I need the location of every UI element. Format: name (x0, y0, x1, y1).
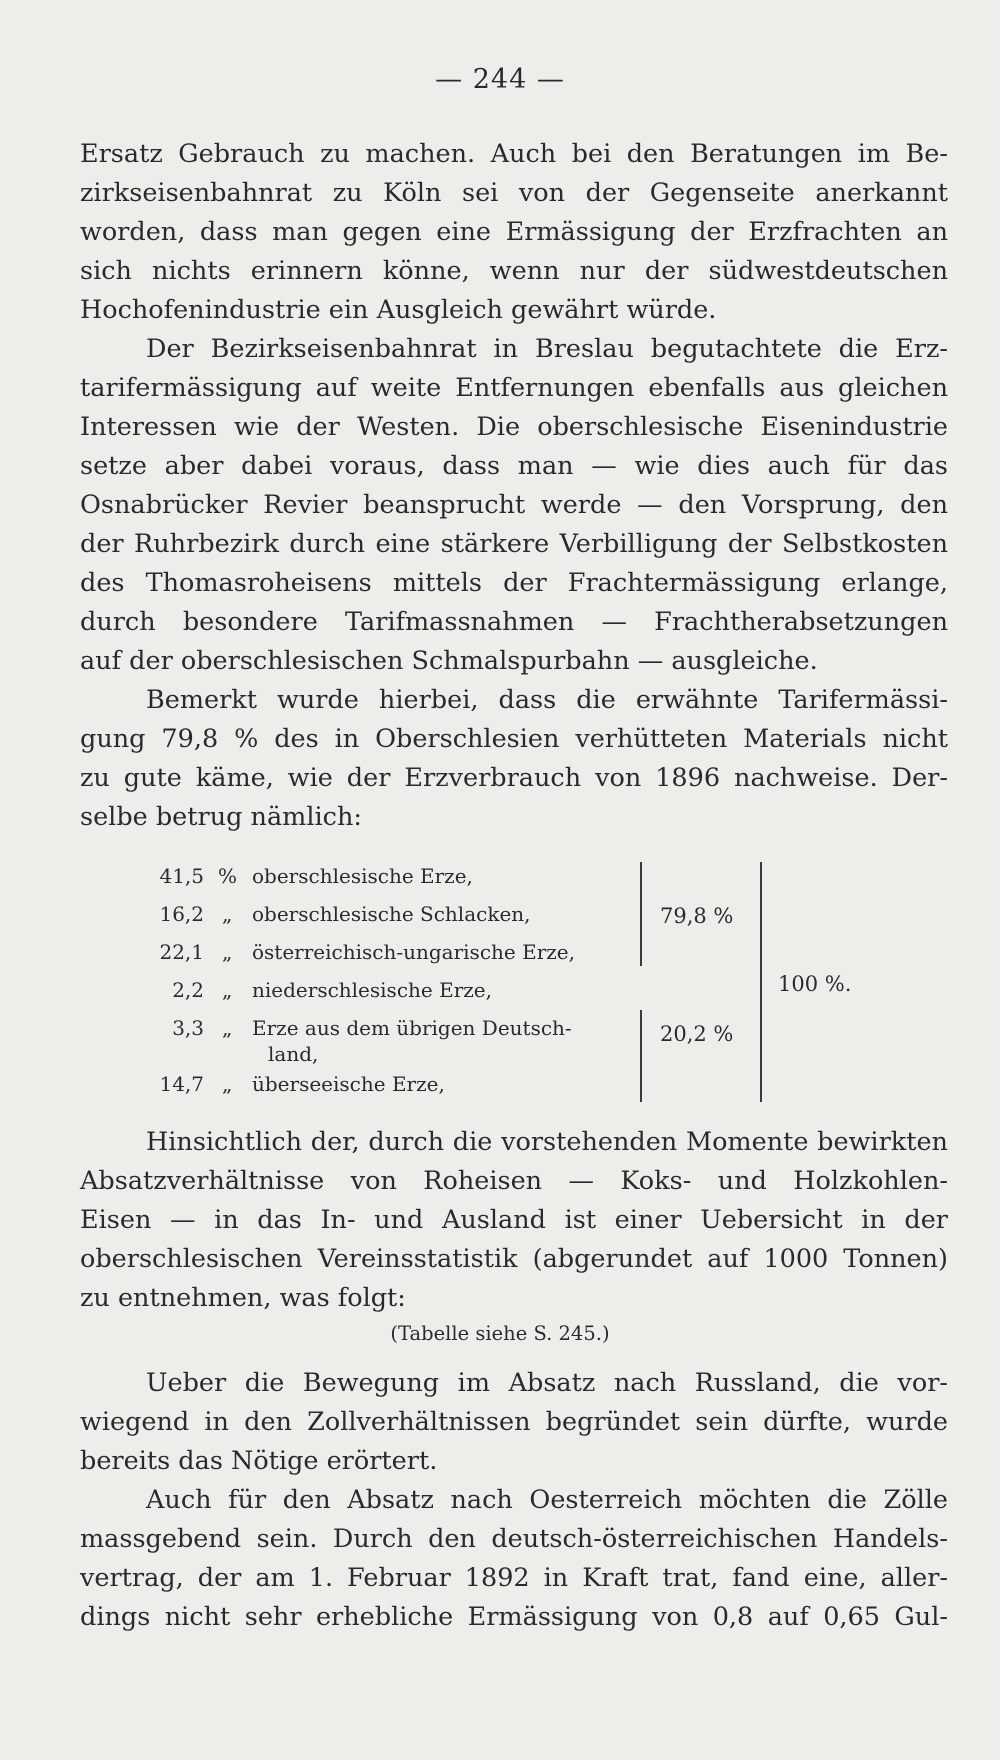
row-percent: 16,2 (159, 902, 204, 926)
text-line: tarifermässigung auf weite Entfernungen ebenfalls aus gleichen (80, 373, 948, 403)
text-line: Auch für den Absatz nach Oesterreich möchten die Zölle (146, 1485, 948, 1515)
row-unit: „ (222, 940, 233, 964)
row-label: niederschlesische Erze, (252, 978, 492, 1002)
text-line: Bemerkt wurde hierbei, dass die erwähnte Tarifermässi- (146, 685, 948, 715)
text-line: sich nichts erinnern könne, wenn nur der südwestdeutschen (80, 256, 948, 286)
row-unit: „ (222, 902, 233, 926)
brace-total (760, 862, 762, 1102)
row-label: österreichisch-ungarische Erze, (252, 940, 575, 964)
text-line: der Ruhrbezirk durch eine stärkere Verbilligung der Selbstkosten (80, 529, 948, 559)
text-line: gung 79,8 % des in Oberschlesien verhütteten Materials nicht (80, 724, 948, 754)
text-line: dings nicht sehr erhebliche Ermässigung von 0,8 auf 0,65 Gul- (80, 1602, 948, 1632)
row-percent: 14,7 (159, 1072, 204, 1096)
row-label: land, (268, 1042, 319, 1066)
row-unit: % (218, 864, 238, 888)
text-line: massgebend sein. Durch den deutsch-österreichischen Handels- (80, 1524, 948, 1554)
text-line: vertrag, der am 1. Februar 1892 in Kraft trat, fand eine, aller- (80, 1563, 948, 1593)
table-reference-caption: (Tabelle siehe S. 245.) (390, 1322, 610, 1345)
row-label: Erze aus dem übrigen Deutsch- (252, 1016, 572, 1040)
page-number: — 244 — (435, 64, 565, 95)
row-label: überseeische Erze, (252, 1072, 445, 1096)
text-line: wiegend in den Zollverhältnissen begründet sein dürfte, wurde (80, 1407, 948, 1437)
text-line: Osnabrücker Revier beansprucht werde — den Vorsprung, den (80, 490, 948, 520)
text-line: selbe betrug nämlich: (80, 802, 362, 832)
text-line: worden, dass man gegen eine Ermässigung der Erzfrachten an (80, 217, 948, 247)
text-line: zu gute käme, wie der Erzverbrauch von 1896 nachweise. Der- (80, 763, 948, 793)
row-unit: „ (222, 1072, 233, 1096)
text-line: zirkseisenbahnrat zu Köln sei von der Gegenseite anerkannt (80, 178, 948, 208)
row-label: oberschlesische Schlacken, (252, 902, 531, 926)
row-percent: 3,3 (172, 1016, 204, 1040)
brace-upper (640, 862, 642, 966)
text-line: Hinsichtlich der, durch die vorstehenden Momente bewirkten (146, 1127, 948, 1157)
text-line: auf der oberschlesischen Schmalspurbahn — ausgleiche. (80, 646, 818, 676)
text-line: setze aber dabei voraus, dass man — wie dies auch für das (80, 451, 948, 481)
row-unit: „ (222, 1016, 233, 1040)
text-line: Eisen — in das In- und Ausland ist einer Uebersicht in der (80, 1205, 948, 1235)
sum-total: 100 %. (778, 972, 852, 996)
text-line: Interessen wie der Westen. Die oberschlesische Eisenindustrie (80, 412, 948, 442)
text-line: zu entnehmen, was folgt: (80, 1283, 406, 1313)
brace-lower (640, 1010, 642, 1102)
sum-lower: 20,2 % (660, 1022, 734, 1046)
text-line: oberschlesischen Vereinsstatistik (abgerundet auf 1000 Tonnen) (80, 1244, 948, 1274)
row-percent: 41,5 (159, 864, 204, 888)
sum-upper: 79,8 % (660, 904, 734, 928)
text-line: des Thomasroheisens mittels der Frachtermässigung erlange, (80, 568, 948, 598)
text-line: Ersatz Gebrauch zu machen. Auch bei den Beratungen im Be- (80, 139, 948, 169)
text-line: Hochofenindustrie ein Ausgleich gewährt würde. (80, 295, 717, 325)
text-line: durch besondere Tarifmassnahmen — Frachtherabsetzungen (80, 607, 948, 637)
row-percent: 22,1 (159, 940, 204, 964)
text-line: bereits das Nötige erörtert. (80, 1446, 438, 1476)
row-percent: 2,2 (172, 978, 204, 1002)
row-label: oberschlesische Erze, (252, 864, 473, 888)
text-line: Der Bezirkseisenbahnrat in Breslau begutachtete die Erz- (146, 334, 948, 364)
text-line: Absatzverhältnisse von Roheisen — Koks- und Holzkohlen- (80, 1166, 948, 1196)
text-line: Ueber die Bewegung im Absatz nach Russland, die vor- (146, 1368, 948, 1398)
row-unit: „ (222, 978, 233, 1002)
